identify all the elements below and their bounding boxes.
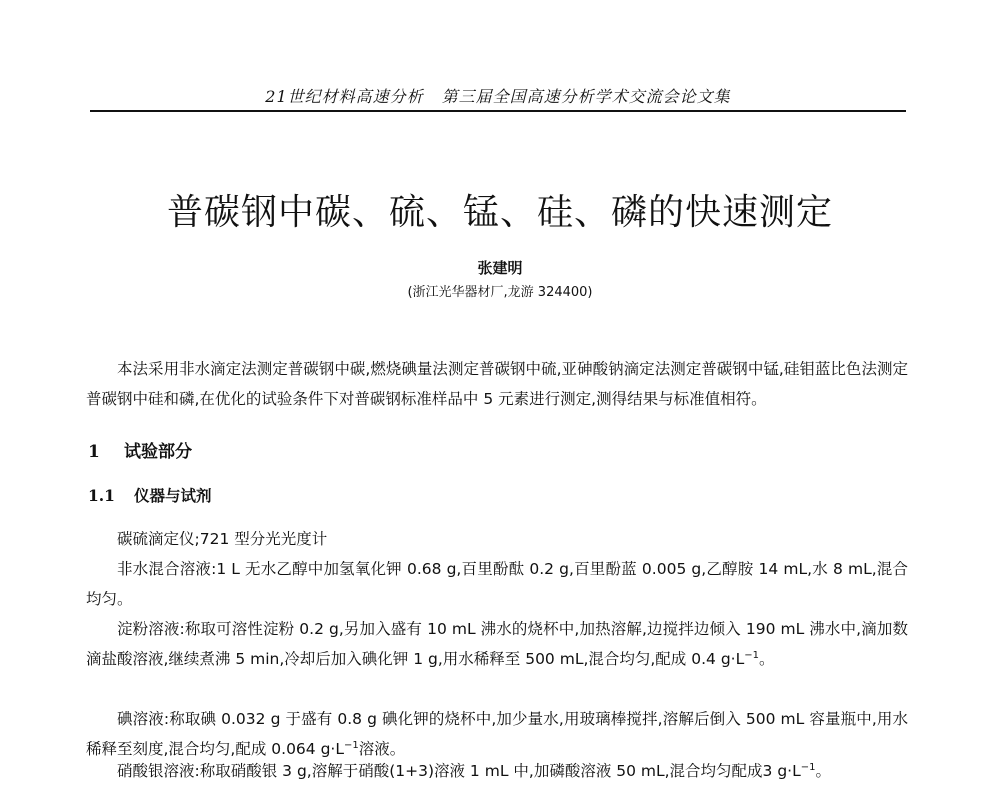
superscript: −1 xyxy=(800,761,816,773)
subsection-heading-instruments-reagents xyxy=(88,484,212,508)
iodine-solution-text: 碘溶液:称取碘 0.032 g 于盛有 0.8 g 碘化钾的烧杯中,加少量水,用玻璃棒搅拌,溶解后倒入 500 mL 容量瓶中,用水稀释至刻度,混合均匀,配成 0.064 g·L xyxy=(86,709,908,758)
starch-solution-text: 淀粉溶液:称取可溶性淀粉 0.2 g,另加入盛有 10 mL 沸水的烧杯中,加热溶解,边搅拌边倾入 190 mL 沸水中,滴加数滴盐酸溶液,继续煮沸 5 min,冷却后加入碘化钾 1 g,用水稀释至 500 mL,混合均匀,配成 0.4 g·L xyxy=(86,619,908,668)
superscript: −1 xyxy=(744,649,759,661)
section-number: 1 xyxy=(88,442,100,462)
author-name: 张建明 xyxy=(477,259,523,277)
silver-nitrate-text: 硝酸银溶液:称取硝酸银 3 g,溶解于硝酸(1+3)溶液 1 mL 中,加磷酸溶液 50 mL,混合均匀配成3 g·L xyxy=(117,761,801,780)
subsection-title: 仪器与试剂 xyxy=(134,487,212,505)
superscript: −1 xyxy=(343,739,359,751)
nonaqueous-solution-paragraph: 非水混合溶液:1 L 无水乙醇中加氢氧化钾 0.68 g,百里酚酞 0.2 g,百里酚蓝 0.005 g,乙醇胺 14 mL,水 8 mL,混合均匀。 xyxy=(86,559,908,608)
running-header-proceedings: 第三届全国高速分析学术交流会论文集 xyxy=(441,87,731,106)
instruments-paragraph: 碳硫滴定仪;721 型分光光度计 xyxy=(117,529,328,548)
header-rule xyxy=(90,110,906,112)
author-affiliation: (浙江光华器材厂,龙游 324400) xyxy=(407,285,593,300)
section-heading-experimental xyxy=(88,440,192,464)
silver-nitrate-end: 。 xyxy=(815,761,832,780)
abstract-paragraph: 本法采用非水滴定法测定普碳钢中碳,燃烧碘量法测定普碳钢中硫,亚砷酸钠滴定法测定普碳钢中锰,硅钼蓝比色法测定普碳钢中硅和磷,在优化的试验条件下对普碳钢标准样品中 5 元素进行测定,测得结果与标准值相符。 xyxy=(86,359,908,408)
section-title: 试验部分 xyxy=(124,442,192,462)
starch-solution-paragraph xyxy=(86,614,908,674)
running-header-book: 21世纪材料高速分析 xyxy=(265,87,424,106)
running-header xyxy=(90,86,906,108)
iodine-solution-end: 溶液。 xyxy=(358,739,406,758)
starch-solution-end: 。 xyxy=(758,649,775,668)
subsection-number: 1.1 xyxy=(88,486,115,505)
silver-nitrate-paragraph xyxy=(86,756,908,786)
paper-title: 普碳钢中碳、硫、锰、硅、磷的快速测定 xyxy=(166,192,833,234)
iodine-solution-paragraph xyxy=(86,704,908,764)
